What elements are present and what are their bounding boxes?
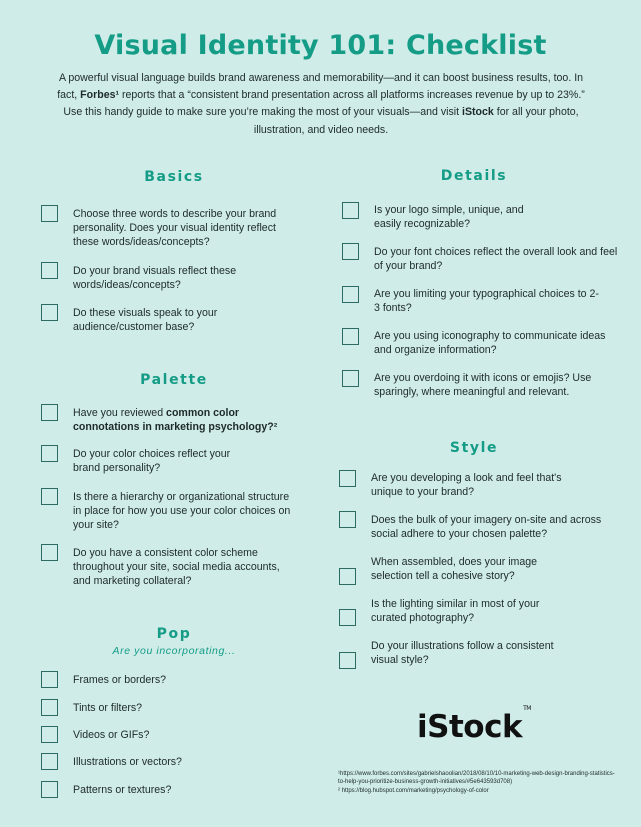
checkbox[interactable] [41, 488, 58, 505]
checkbox[interactable] [41, 671, 58, 688]
item-label: When assembled, does your image selection tell a cohesive story? [371, 556, 538, 582]
intro-paragraph [54, 70, 588, 139]
checkbox[interactable] [41, 753, 58, 770]
checkbox[interactable] [41, 781, 58, 798]
item-label: Do you have a consistent color scheme throughout your site, social media accounts, and marketing collateral? [73, 547, 280, 587]
checkbox[interactable] [342, 370, 359, 387]
item-label: Patterns or textures? [73, 784, 172, 796]
item-label: Illustrations or vectors? [73, 756, 182, 768]
checkbox[interactable] [339, 652, 356, 669]
section-title-details: Details [440, 168, 508, 184]
section-title-basics: Basics [144, 169, 204, 185]
forbes-reference: Forbes¹ [80, 89, 120, 102]
footnote-1[interactable]: ¹https://www.forbes.com/sites/gabrielshaoolian/2018/08/10/10-marketing-web-design-branding-statistics-to-help-you-prioritize-business-growth-initiatives/#5e643593d708) [338, 771, 615, 786]
section-subtitle-pop: Are you incorporating... [112, 645, 236, 657]
item-label: Choose three words to describe your brand personality. Does your visual identity reflect these words/ideas/concepts? [73, 208, 277, 248]
item-label: Does the bulk of your imagery on-site and across social adhere to your chosen palette? [371, 514, 602, 540]
item-label: Are you limiting your typographical choices to 2-3 fonts? [374, 288, 599, 314]
istock-logo [417, 704, 531, 745]
trademark-mark: TM [523, 704, 531, 712]
section-title-pop: Pop [156, 626, 192, 642]
item-label: Are you developing a look and feel that's unique to your brand? [371, 472, 562, 498]
checkbox[interactable] [339, 470, 356, 487]
item-label-text: Have you reviewed [73, 407, 167, 419]
page-title: Visual Identity 101: Checklist [94, 30, 547, 61]
intro-text-1: A powerful visual language builds brand awareness and memorability—and it can boost business results, too. In fact, [57, 72, 584, 102]
item-label: Videos or GIFs? [73, 729, 150, 741]
istock-reference: iStock [462, 106, 494, 119]
item-label: Tints or filters? [73, 702, 143, 714]
footnote-2[interactable]: ² https://blog.hubspot.com/marketing/psychology-of-color [338, 788, 489, 794]
item-label: Are you overdoing it with icons or emojis? Use sparingly, where meaningful and relevant. [374, 372, 592, 398]
item-label: Is there a hierarchy or organizational structure in place for how you use your color choices on your site? [73, 491, 291, 531]
checkbox[interactable] [41, 699, 58, 716]
item-label: Do your color choices reflect your brand personality? [73, 448, 231, 474]
checkbox[interactable] [339, 609, 356, 626]
item-label: Do your font choices reflect the overall look and feel of your brand? [374, 246, 618, 272]
item-label: Frames or borders? [73, 674, 167, 686]
checkbox[interactable] [41, 445, 58, 462]
color-connotations-link[interactable]: common color connotations in marketing psychology?² [73, 407, 278, 433]
checkbox[interactable] [342, 202, 359, 219]
item-label: Is your logo simple, unique, and easily recognizable? [374, 204, 524, 230]
section-title-palette: Palette [140, 372, 208, 388]
checkbox[interactable] [41, 404, 58, 421]
item-label: Do these visuals speak to your audience/customer base? [73, 307, 218, 333]
checkbox[interactable] [342, 286, 359, 303]
checkbox[interactable] [41, 726, 58, 743]
section-title-style: Style [449, 440, 499, 456]
item-label: Do your illustrations follow a consistent visual style? [371, 640, 554, 666]
checkbox[interactable] [342, 328, 359, 345]
intro-text-3: for all your photo, illustration, and video needs. [253, 106, 579, 136]
item-label: Are you using iconography to communicate ideas and organize information? [374, 330, 606, 356]
intro-text-2: reports that a “consistent brand presentation across all platforms increases revenue by up to 23%.” Use this handy guide to make sure you’re making the most of your visuals—and visit [63, 89, 585, 119]
item-label: Do your brand visuals reflect these words/ideas/concepts? [73, 265, 237, 291]
checkbox[interactable] [41, 262, 58, 279]
checkbox[interactable] [339, 511, 356, 528]
item-label [73, 406, 303, 434]
checkbox[interactable] [339, 568, 356, 585]
checkbox[interactable] [342, 243, 359, 260]
istock-logo-text: iStock [417, 709, 523, 745]
checkbox[interactable] [41, 205, 58, 222]
item-label: Is the lighting similar in most of your curated photography? [371, 598, 540, 624]
checkbox[interactable] [41, 544, 58, 561]
checkbox[interactable] [41, 304, 58, 321]
